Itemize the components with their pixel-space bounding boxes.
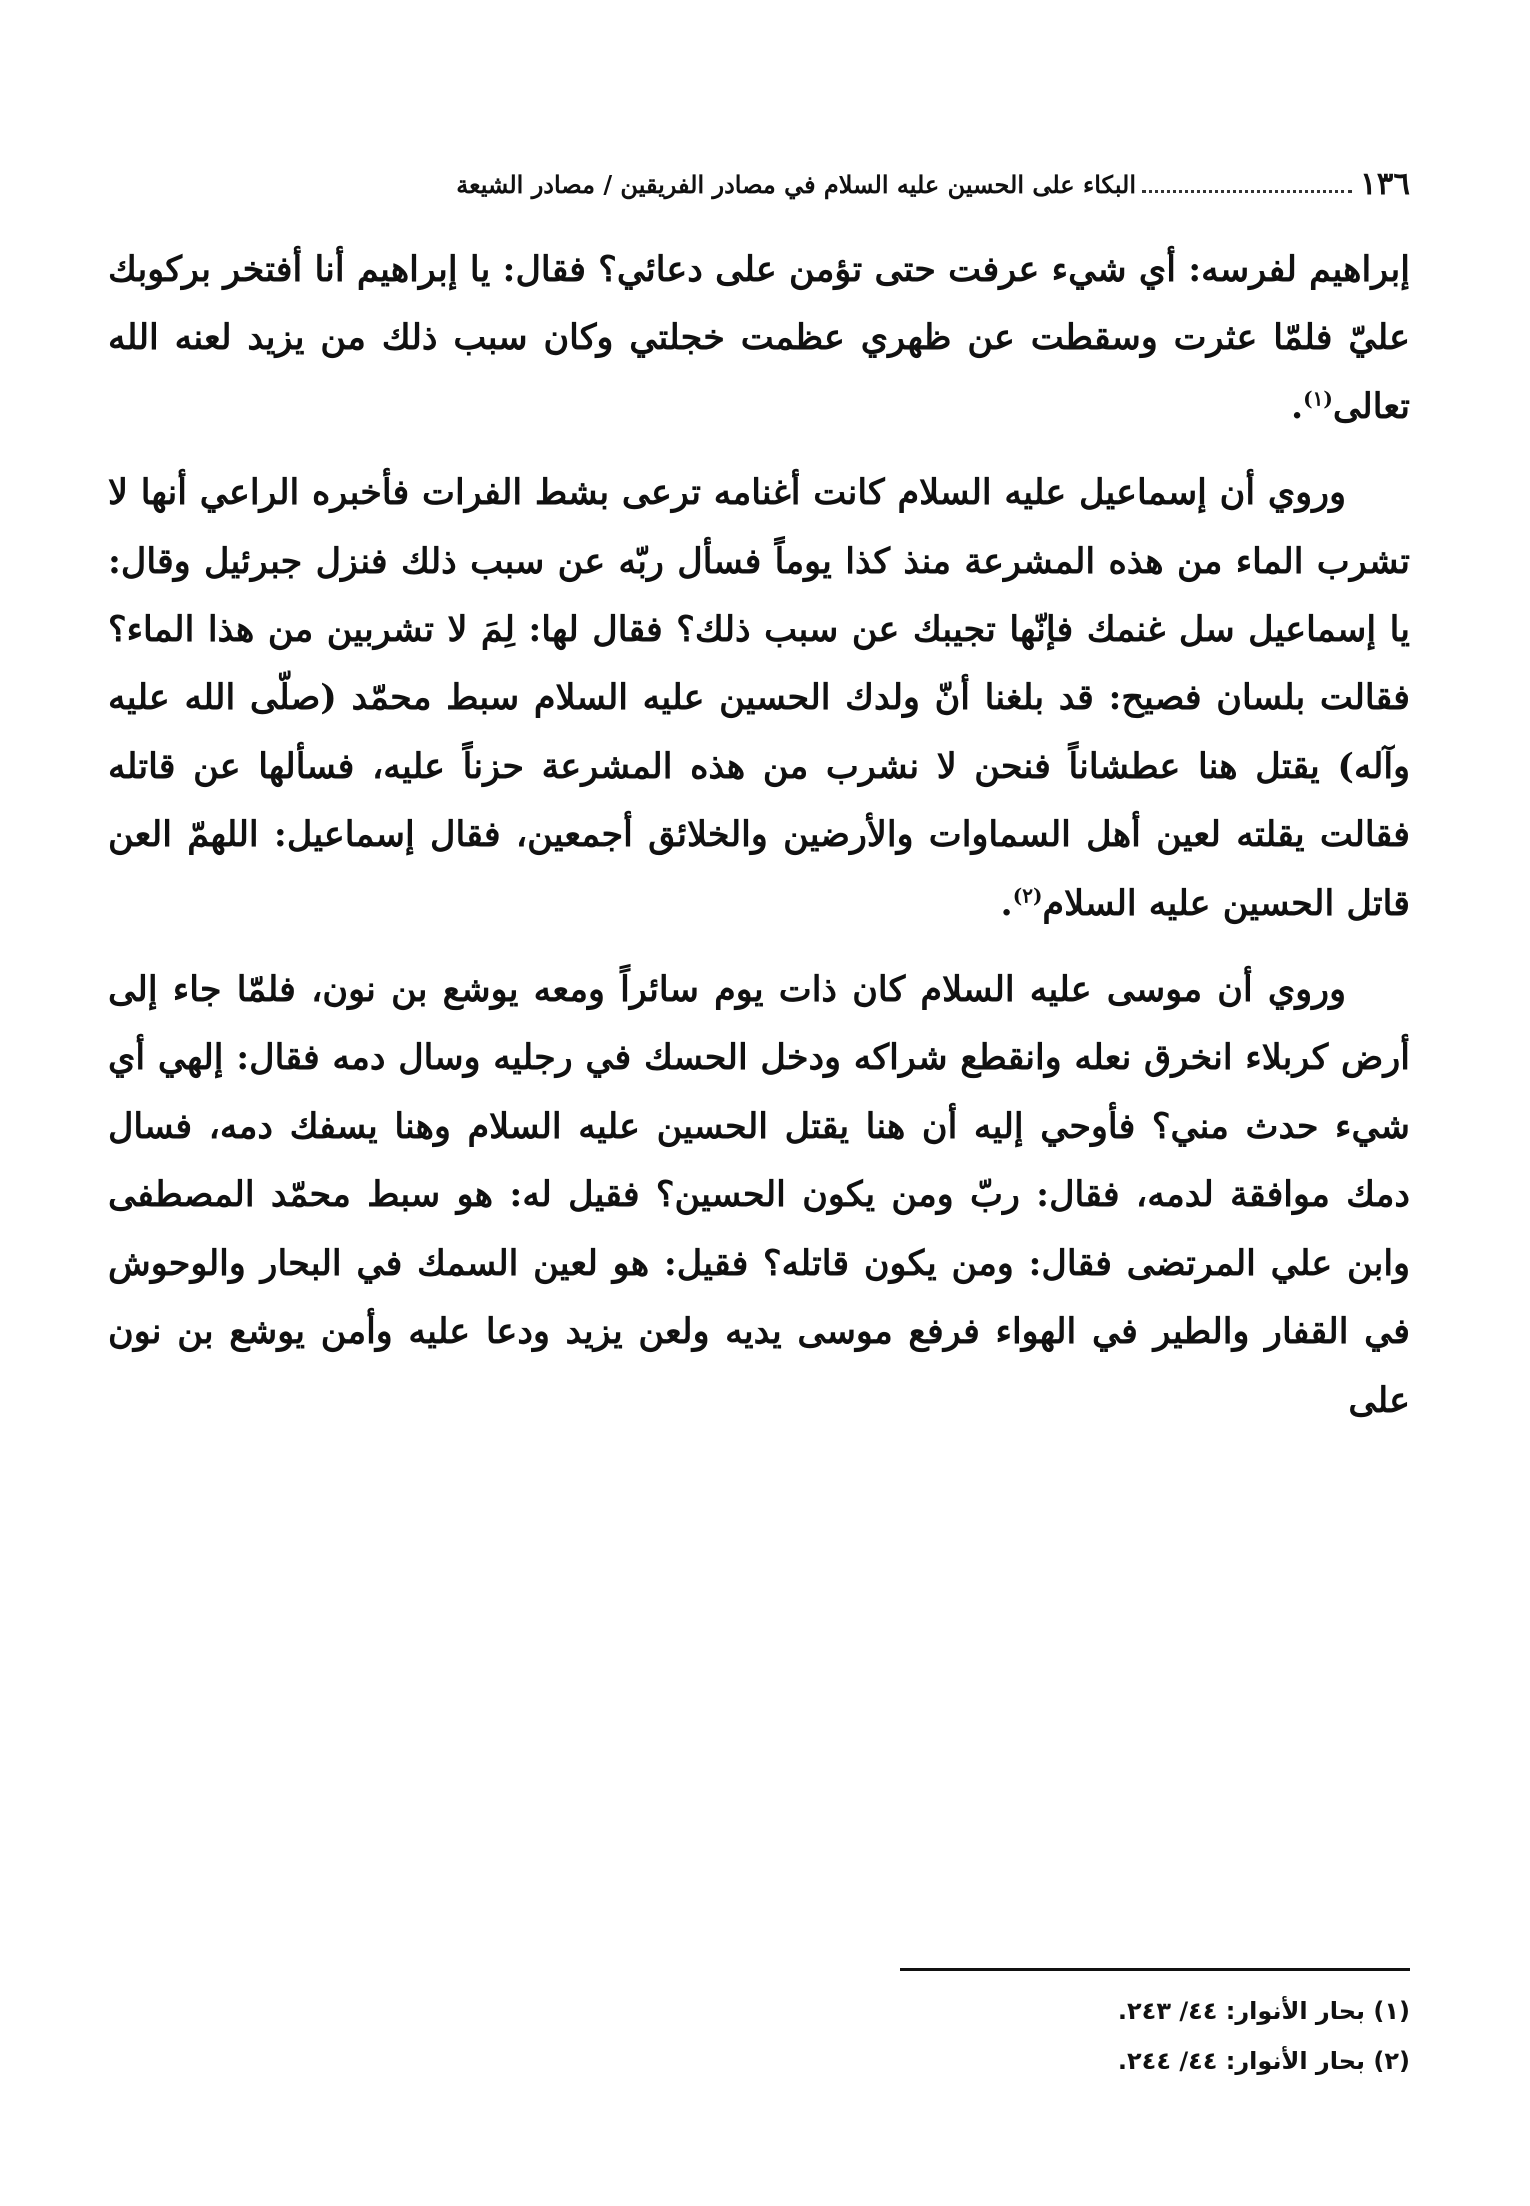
running-header [100, 164, 1410, 204]
paragraph: إبراهيم لفرسه: أي شيء عرفت حتى تؤمن على دعائي؟ فقال: يا إبراهيم أنا أفتخر بركوبك عليّ فلمّا عثرت وسقطت عن ظهري عظمت خجلتي وكان سبب ذلك من يزيد لعنه الله تعالى$^{(١)}$. [108, 249, 1410, 427]
running-title: البكاء على الحسين عليه السلام في مصادر الفريقين / مصادر الشيعة [456, 169, 1137, 199]
footnote: (٢) بحار الأنوار: ٤٤/ ٢٤٤. [1117, 2047, 1410, 2075]
body-text [108, 236, 1410, 1453]
footnotes [900, 1986, 1410, 2086]
footnote-ref: (٢) [1012, 883, 1043, 907]
footnote-ref: (١) [1303, 386, 1333, 411]
page-number: ١٣٦ [1360, 166, 1410, 202]
footnote: (١) بحار الأنوار: ٤٤/ ٢٤٣. [1117, 1997, 1410, 2025]
paragraph: وروي أن إسماعيل عليه السلام كانت أغنامه ترعى بشط الفرات فأخبره الراعي أنها لا تشرب الماء من هذه المشرعة منذ كذا يوماً فسأل ربّه عن سبب ذلك فنزل جبرئيل وقال: يا إسماعيل سل غنمك فإنّها تجيبك عن سبب ذلك؟ فقال لها: لِمَ لا تشربين من هذا الماء؟ فقالت بلسان فصيح: قد بلغنا أنّ ولدك الحسين عليه السلام سبط محمّد (صلّى الله عليه وآله) يقتل هنا عطشاناً فنحن لا نشرب من هذه المشرعة حزناً عليه، فسألها عن قاتله فقالت يقلته لعين أهل السماوات والأرضين والخلائق أجمعين، فقال إسماعيل: اللهمّ العن قاتل الحسين عليه السلام$^{(٢)}$. [108, 472, 1410, 924]
paragraph: وروي أن موسى عليه السلام كان ذات يوم سائراً ومعه يوشع بن نون، فلمّا جاء إلى أرض كربلاء انخرق نعله وانقطع شراكه ودخل الحسك في رجليه وسال دمه فقال: إلهي أي شيء حدث مني؟ فأوحي إليه أن هنا يقتل الحسين عليه السلام وهنا يسفك دمه، فسال دمك موافقة لدمه، فقال: ربّ ومن يكون الحسين؟ فقيل له: هو سبط محمّد المصطفى وابن علي المرتضى فقال: ومن يكون قاتله؟ فقيل: هو لعين السمك في البحار والوحوش في القفار والطير في الهواء فرفع موسى يديه ولعن يزيد ودعا عليه وأمن يوشع بن نون على [108, 969, 1410, 1421]
header-dot-leader [1142, 176, 1352, 193]
footnote-separator [900, 1968, 1410, 1971]
